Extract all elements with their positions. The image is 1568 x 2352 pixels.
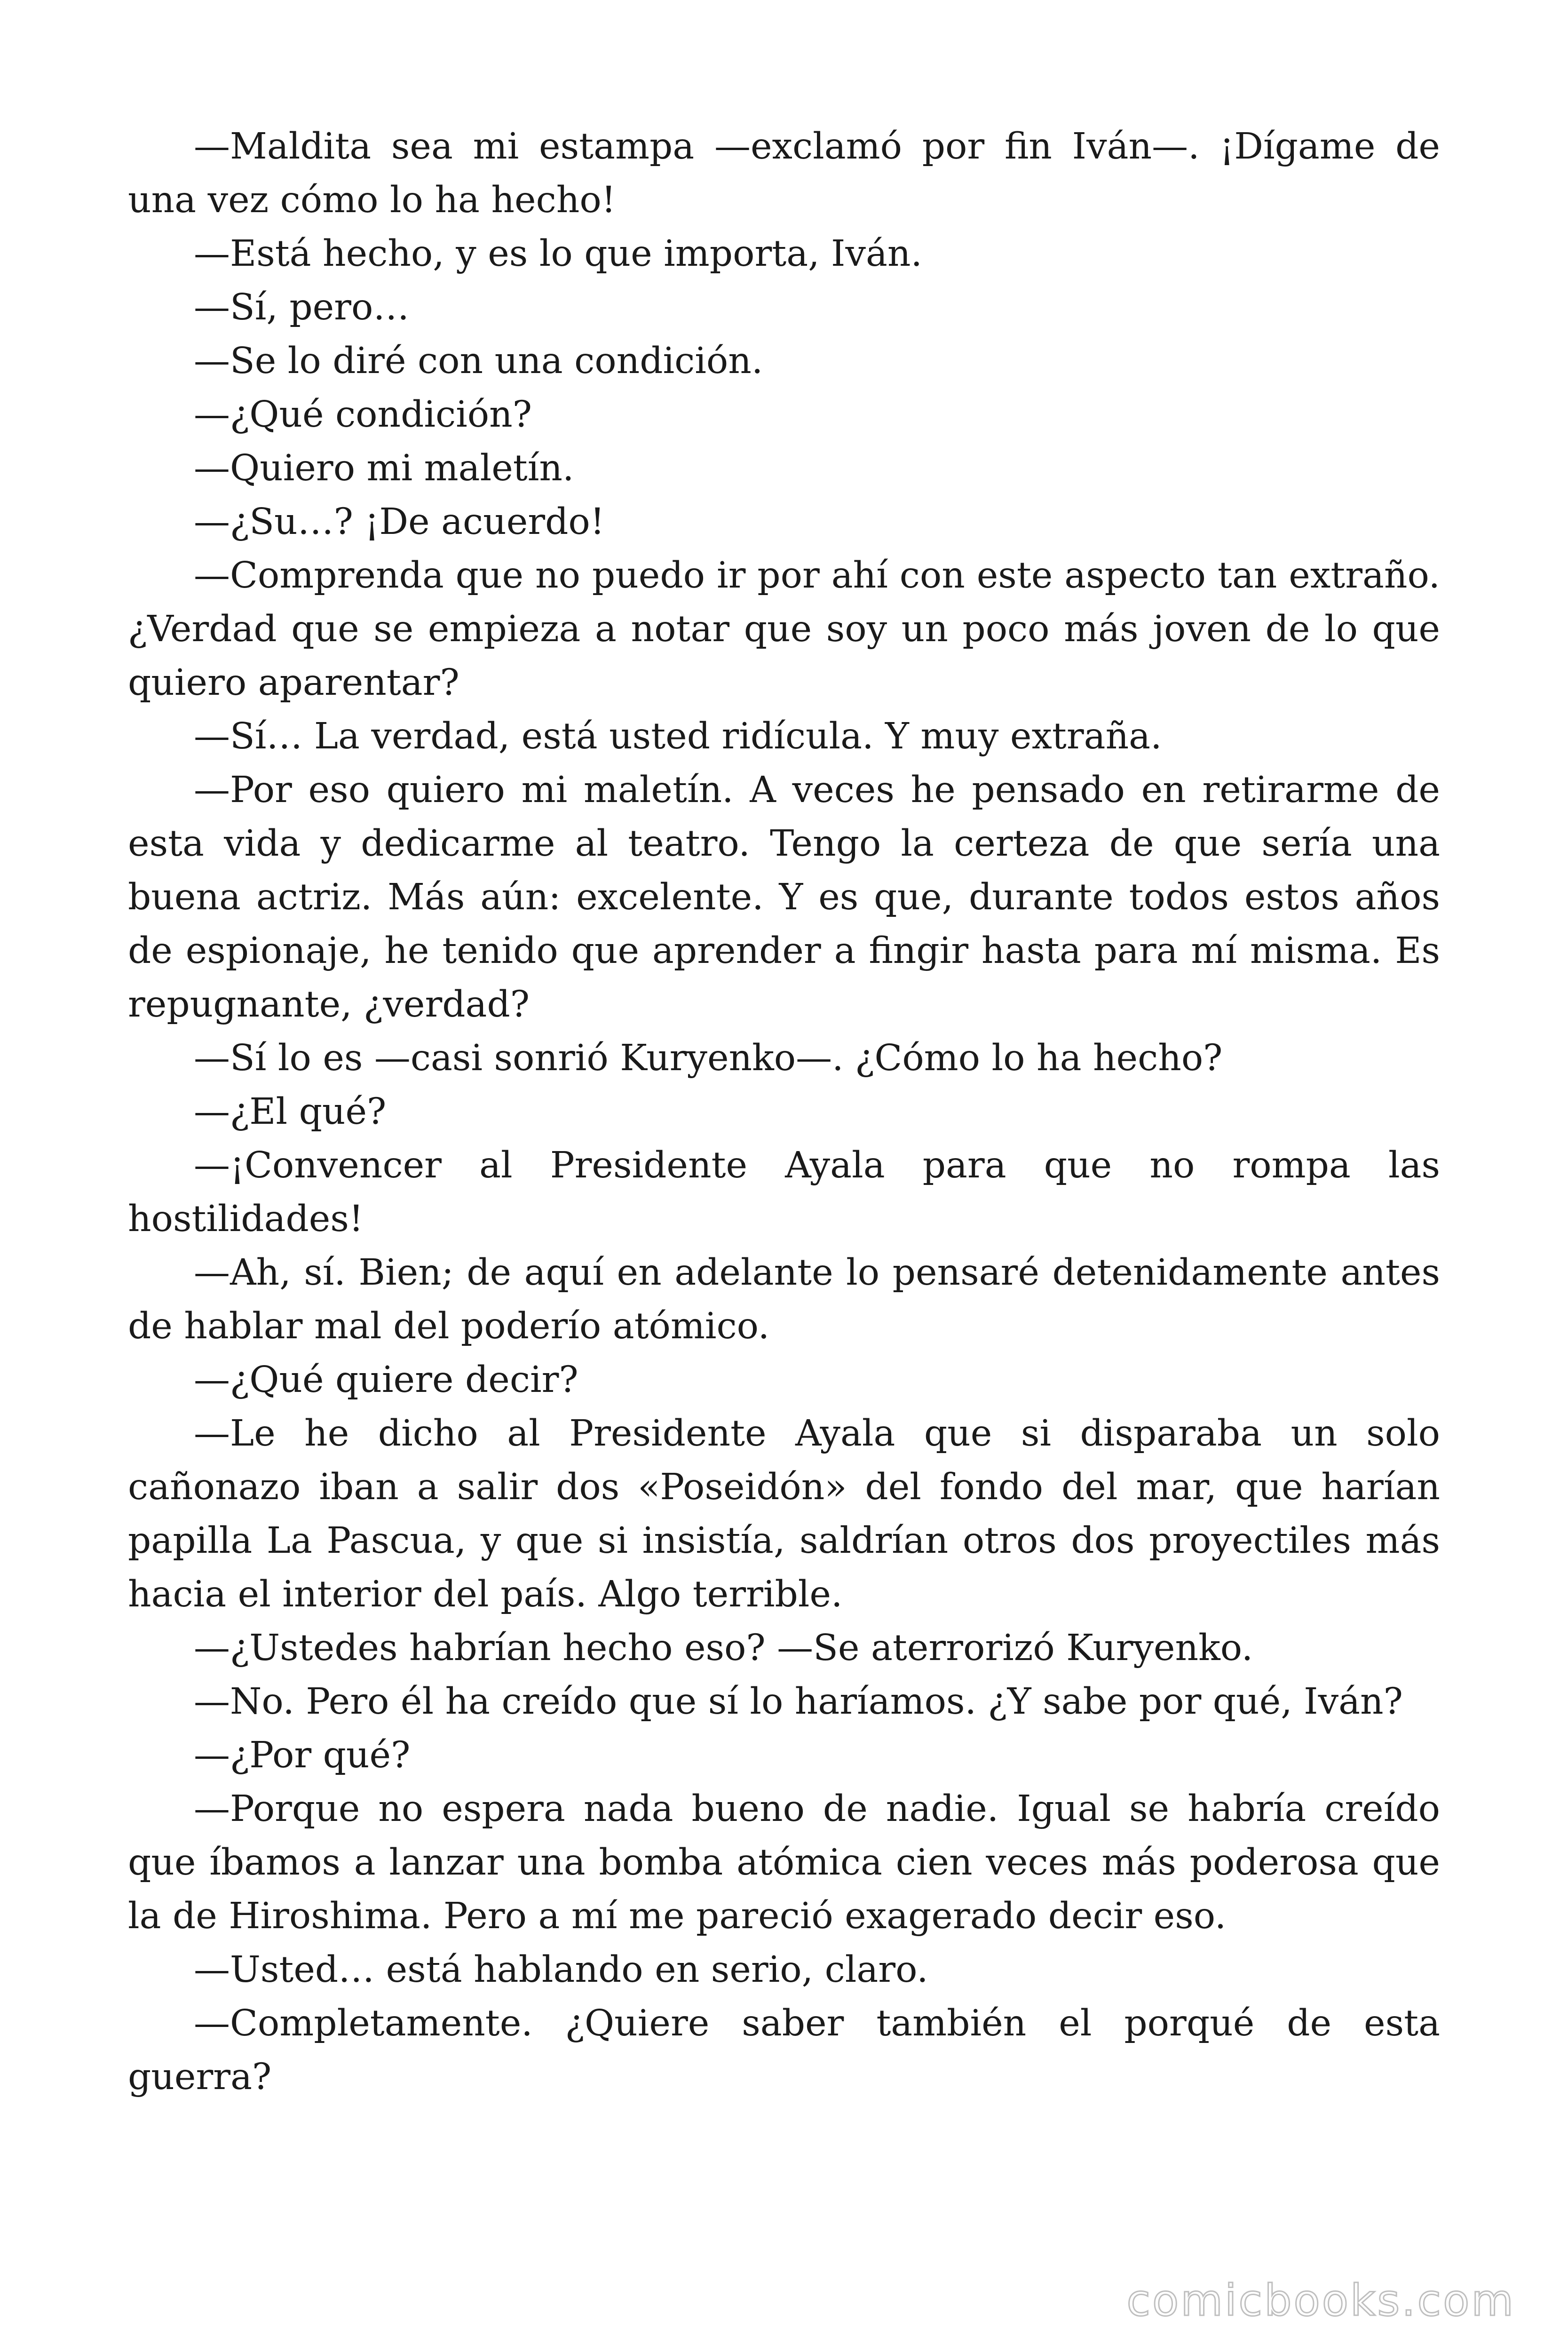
watermark: comicbooks.com [1126,2275,1515,2326]
paragraph: —Sí, pero… [194,286,410,328]
paragraph: —¿El qué? [194,1091,387,1133]
paragraph: —¿Ustedes habrían hecho eso? —Se aterrorizó Kuryenko. [194,1627,1253,1669]
paragraph: —Está hecho, y es lo que importa, Iván. [194,233,922,275]
paragraph: —No. Pero él ha creído que sí lo haríamos. ¿Y sabe por qué, Iván? [194,1681,1403,1723]
paragraph: —Sí… La verdad, está usted ridícula. Y muy extraña. [194,715,1162,757]
paragraph: —¡Convencer al Presidente Ayala para que no rompa las hostilidades! [128,1144,1440,1240]
paragraph: —Usted… está hablando en serio, claro. [194,1949,928,1991]
paragraph: —Comprenda que no puedo ir por ahí con este aspecto tan extraño. ¿Verdad que se empieza a notar que soy un poco más joven de lo que quiero aparentar? [128,555,1440,704]
paragraph: —Se lo diré con una condición. [194,340,763,382]
paragraph: —Quiero mi maletín. [194,447,574,489]
paragraph: —Le he dicho al Presidente Ayala que si disparaba un solo cañonazo iban a salir dos «Poseidón» del fondo del mar, que harían papilla La Pascua, y que si insistía, saldrían otros dos proyectiles más hacia el interior del país. Algo terrible. [128,1413,1440,1615]
paragraph: —Ah, sí. Bien; de aquí en adelante lo pensaré detenidamente antes de hablar mal del poderío atómico. [128,1252,1440,1347]
paragraph: —Porque no espera nada bueno de nadie. Igual se habría creído que íbamos a lanzar una bomba atómica cien veces más poderosa que la de Hiroshima. Pero a mí me pareció exagerado decir eso. [128,1788,1440,1937]
paragraph: —Por eso quiero mi maletín. A veces he pensado en retirarme de esta vida y dedicarme al teatro. Tengo la certeza de que sería una buena actriz. Más aún: excelente. Y es que, durante todos estos años de espionaje, he tenido que aprender a fingir hasta para mí misma. Es repugnante, ¿verdad? [128,769,1440,1025]
paragraph: —Sí lo es —casi sonrió Kuryenko—. ¿Cómo lo ha hecho? [194,1037,1223,1079]
body-text [128,120,1440,2104]
paragraph: —¿Qué condición? [194,394,532,436]
paragraph: —Maldita sea mi estampa —exclamó por fin Iván—. ¡Dígame de una vez cómo lo ha hecho! [128,126,1440,221]
paragraph: —¿Qué quiere decir? [194,1359,578,1401]
paragraph: —Completamente. ¿Quiere saber también el porqué de esta guerra? [128,2002,1440,2098]
paragraph: —¿Por qué? [194,1734,411,1776]
paragraph: —¿Su…? ¡De acuerdo! [194,501,605,543]
